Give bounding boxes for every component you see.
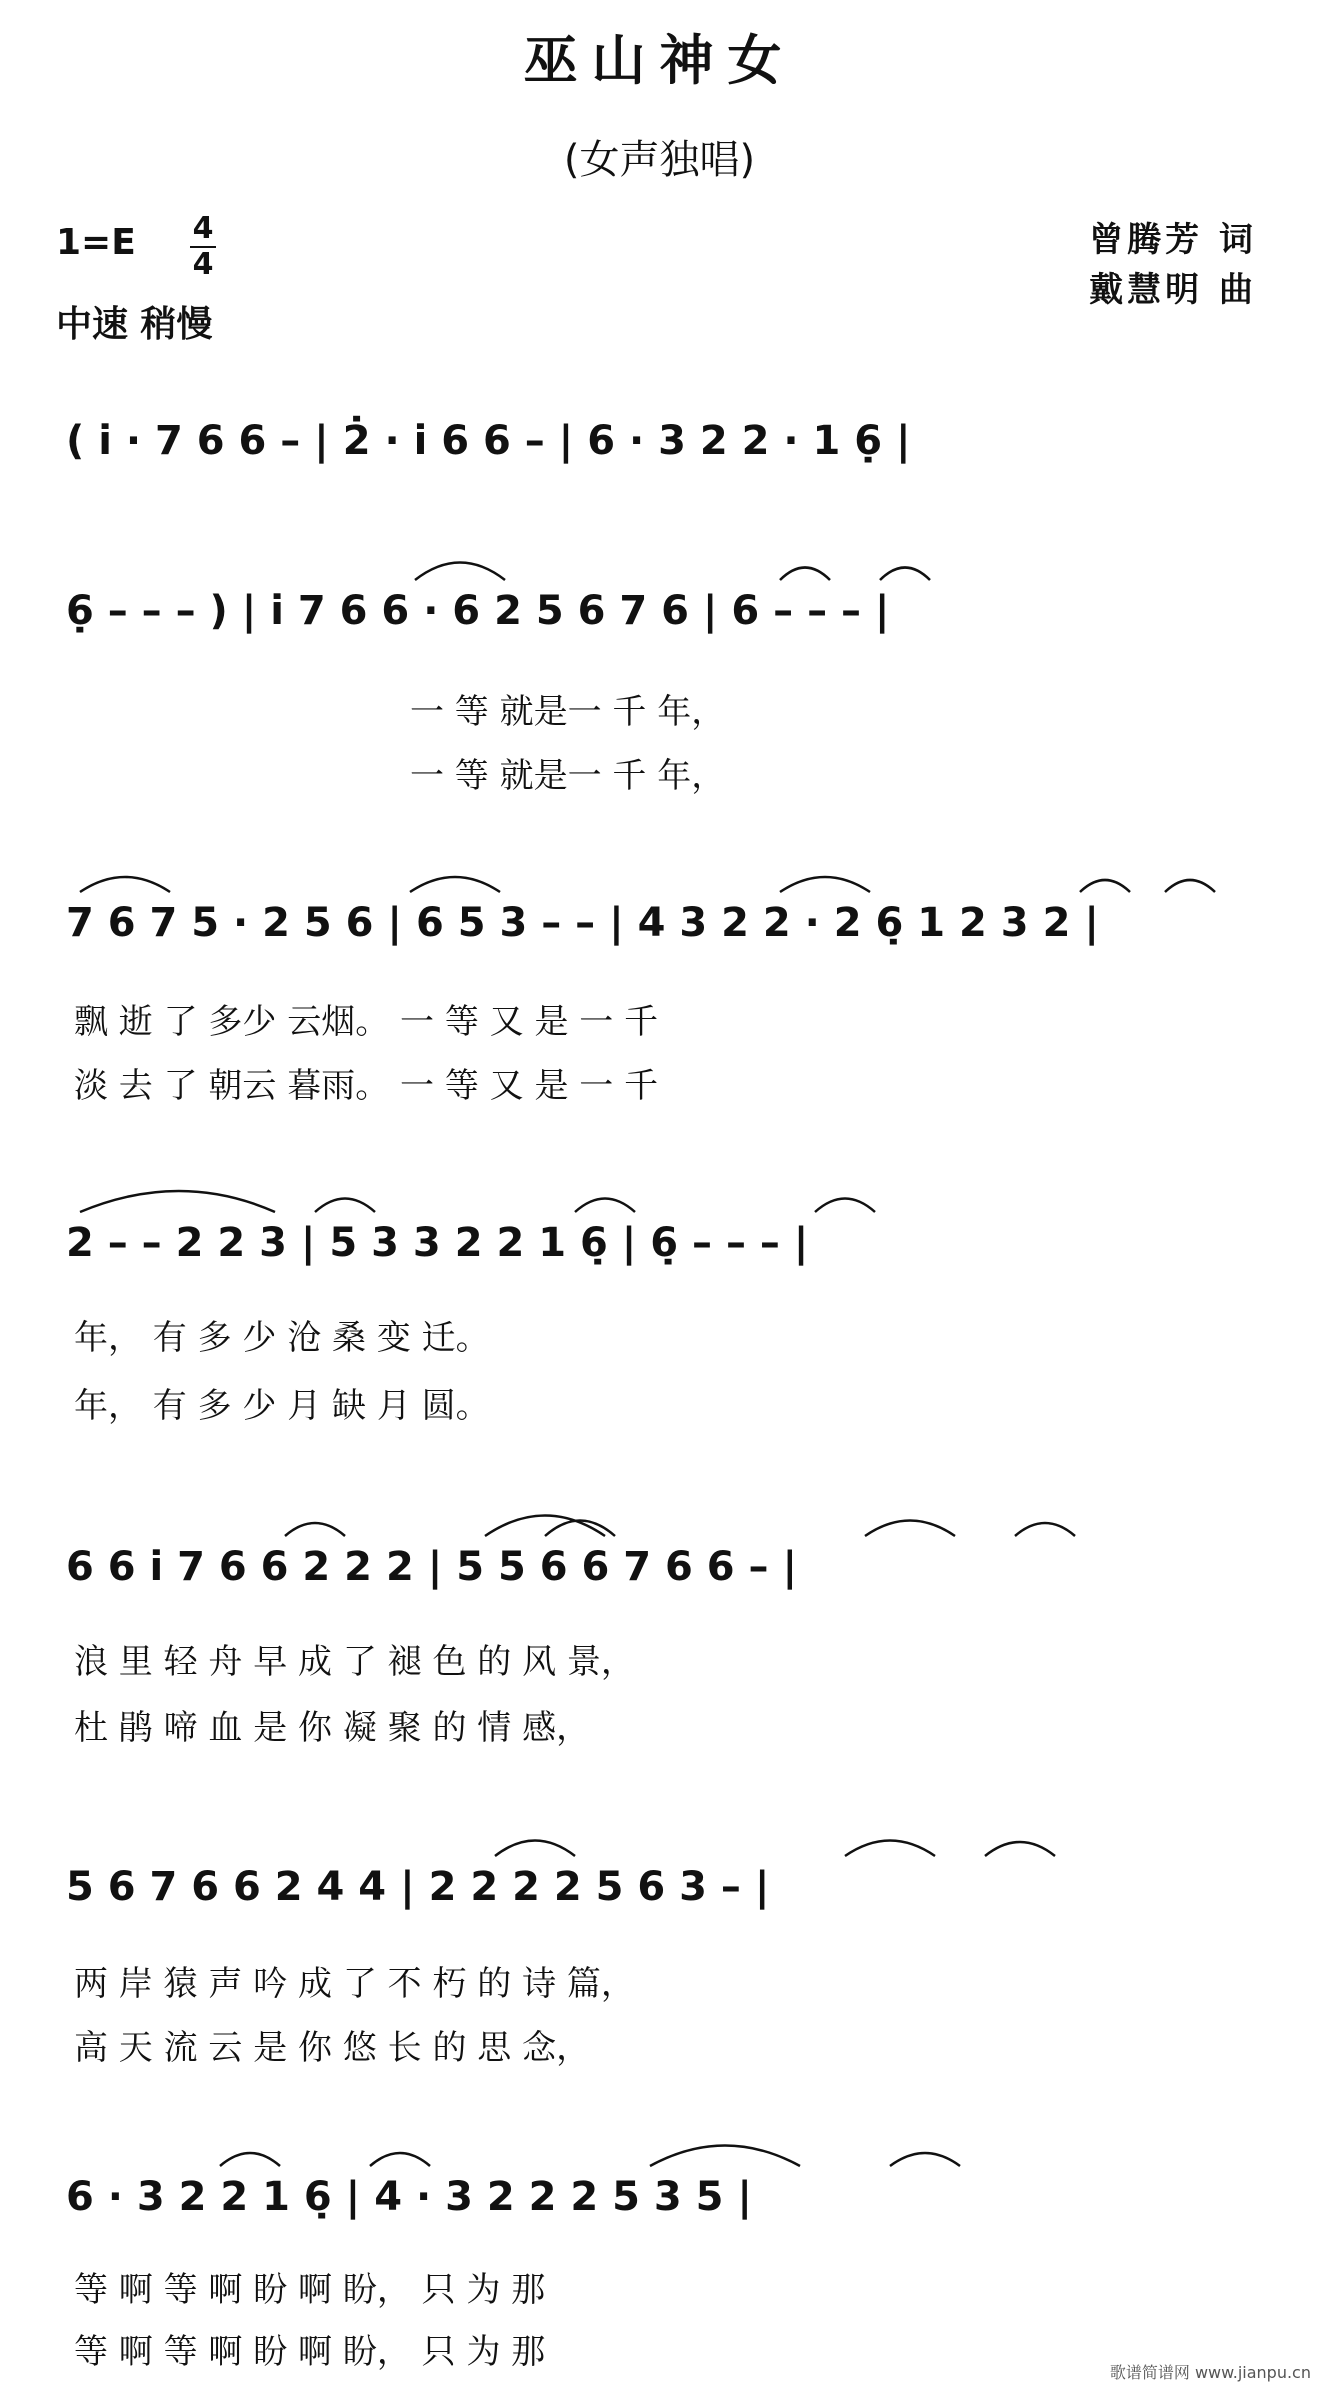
slur [485,1516,605,1537]
slur [410,877,500,892]
slur [315,1199,375,1213]
lyric-line: 淡 去 了 朝云 暮雨。 一 等 又 是 一 千 [74,1066,659,1106]
slur [845,1841,935,1857]
slur [1080,880,1130,892]
notation-line: 2 – – 2 2 3 | 5 3 3 2 2 1 6̣ | 6̣ – – – | [66,1220,809,1266]
lyric-line: 年， 有 多 少 沧 桑 变 迁。 [74,1318,490,1358]
slur [80,877,170,892]
composer-credit: 戴慧明 曲 [1089,270,1257,310]
time-sig-top: 4 [192,211,214,246]
lyric-line: 浪 里 轻 舟 早 成 了 褪 色 的 风 景， [74,1642,635,1682]
slur [415,563,505,581]
slur [575,1199,635,1213]
notation-line: 5 6 7 6 6 2 4 4 | 2 2 2 2 5 6 3 – | [66,1864,770,1910]
slur [650,2146,800,2167]
slur [220,2153,280,2166]
key-signature: 1=E [56,222,136,263]
song-title: 巫山神女 [523,29,796,92]
tempo-marking: 中速 稍慢 [56,304,213,345]
lyric-line: 一 等 就是一 千 年， [410,756,726,796]
slur [370,2153,430,2166]
lyric-line: 高 天 流 云 是 你 悠 长 的 思 念， [74,2028,591,2068]
lyric-line: 飘 逝 了 多少 云烟。 一 等 又 是 一 千 [74,1002,659,1042]
notation-line: ( i̇ · 7 6 6 – | 2̇ · i̇ 6 6 – | 6 · 3 2 2 · 1 6̣ | [66,418,911,464]
slur [495,1841,575,1857]
song-subtitle: (女声独唱) [563,137,756,183]
lyric-line: 两 岸 猿 声 吟 成 了 不 朽 的 诗 篇， [74,1964,635,2004]
lyric-line: 年， 有 多 少 月 缺 月 圆。 [74,1386,490,1426]
slur [780,568,830,581]
lyric-line: 等 啊 等 啊 盼 啊 盼， 只 为 那 [74,2270,546,2310]
slur [780,877,870,892]
slur [880,568,930,581]
slur [80,1191,275,1212]
lyricist-credit: 曾腾芳 词 [1089,220,1257,260]
notation-line: 7 6 7 5 · 2 5 6 | 6 5 3 – – | 4 3 2 2 · 2 6̣ 1 2 3 2 | [66,900,1099,946]
notation-line: 6̣ – – – ) | i̇ 7 6 6 · 6 2 5 6 7 6 | 6 – – – | [66,588,890,634]
slur [865,1521,955,1537]
notation-line: 6 · 3 2 2 1 6̣ | 4 · 3 2 2 2 5 3 5 | [66,2174,752,2220]
slur [985,1842,1055,1856]
lyric-line: 等 啊 等 啊 盼 啊 盼， 只 为 那 [74,2332,546,2372]
slur [285,1523,345,1536]
slur [890,2153,960,2166]
slur [1015,1523,1075,1536]
slur [815,1199,875,1213]
time-sig-bottom: 4 [192,247,214,282]
slur [1165,880,1215,892]
lyric-line: 一 等 就是一 千 年， [410,692,726,732]
lyric-line: 杜 鹃 啼 血 是 你 凝 聚 的 情 感， [74,1708,591,1748]
watermark: 歌谱简谱网 www.jianpu.cn [1109,2363,1311,2382]
notation-line: 6 6 i̇ 7 6 6 2 2 2 | 5 5 6 6 7 6 6 – | [66,1544,798,1590]
